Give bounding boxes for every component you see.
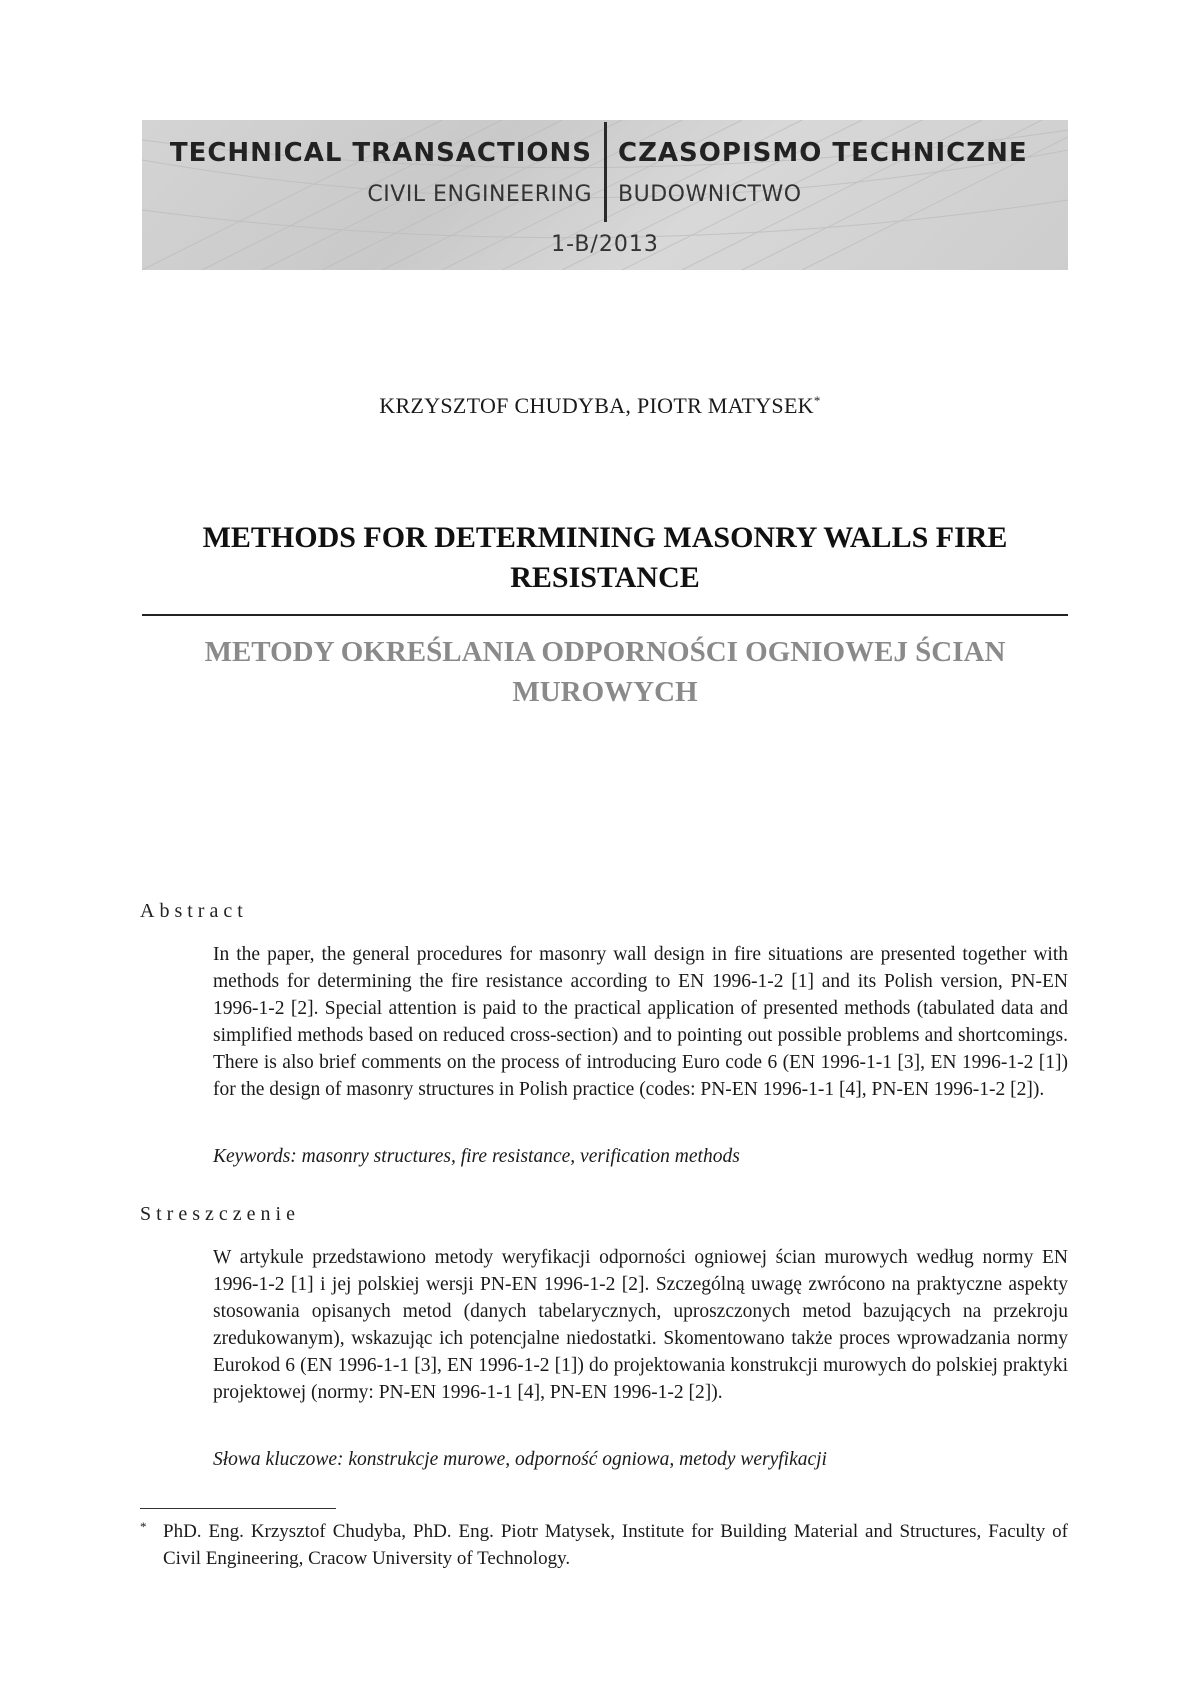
- abstract-heading: Abstract: [140, 900, 248, 922]
- paper-title-pl: METODY OKREŚLANIA ODPORNOŚCI OGNIOWEJ ŚCIAN MUROWYCH: [204, 636, 1006, 708]
- paper-title-en: METHODS FOR DETERMINING MASONRY WALLS FIRE RESISTANCE: [202, 521, 1008, 594]
- journal-title-pl: CZASOPISMO TECHNICZNE: [618, 138, 1028, 168]
- journal-title-en: TECHNICAL TRANSACTIONS: [169, 138, 592, 168]
- streszczenie-keywords: Słowa kluczowe: konstrukcje murowe, odporność ogniowa, metody weryfikacji: [213, 1449, 827, 1470]
- authors-footnote-mark: *: [813, 393, 821, 408]
- journal-section-pl: BUDOWNICTWO: [618, 182, 802, 207]
- journal-issue: 1-B/2013: [551, 232, 659, 257]
- streszczenie-text: W artykule przedstawiono metody weryfikacji odporności ogniowej ścian murowych według normy EN 1996-1-2 [1] i jej polskiej wersji PN-EN 1996-1-2 [2]. Szczególną uwagę zwrócono na praktyczne aspekty stosowania opisanych metod (danych tabelarycznych, uproszczonych metod bazujących na przekroju zredukowanym), wskazując ich potencjalne niedostatki. Skomentowano także proces wprowadzania normy Eurokod 6 (EN 1996-1-1 [3], EN 1996-1-2 [1]) do projektowania konstrukcji murowych do polskiej praktyki projektowej (normy: PN-EN 1996-1-1 [4], PN-EN 1996-1-2 [2]).: [213, 1247, 1068, 1403]
- journal-header-banner: [142, 120, 1068, 270]
- authors-names: KRZYSZTOF CHUDYBA, PIOTR MATYSEK: [379, 393, 814, 418]
- footnote-text: PhD. Eng. Krzysztof Chudyba, PhD. Eng. Piotr Matysek, Institute for Building Material and Structures, Faculty of Civil Engineering, Cracow University of Technology.: [163, 1521, 1068, 1569]
- footnote-mark: *: [140, 1519, 147, 1534]
- journal-section-en: CIVIL ENGINEERING: [367, 182, 592, 207]
- abstract-keywords: Keywords: masonry structures, fire resistance, verification methods: [213, 1146, 740, 1167]
- streszczenie-heading: Streszczenie: [140, 1203, 300, 1225]
- title-divider: [142, 614, 1068, 616]
- footnote-rule: [140, 1508, 336, 1509]
- abstract-text: In the paper, the general procedures for masonry wall design in fire situations are presented together with methods for determining the fire resistance according to EN 1996-1-2 [1] and its Polish version, PN-EN 1996-1-2 [2]. Special attention is paid to the practical application of presented methods (tabulated data and simplified methods based on reduced cross-section) and to pointing out possible problems and shortcomings. There is also brief comments on the process of introducing Euro code 6 (EN 1996-1-1 [3], EN 1996-1-2 [1]) for the design of masonry structures in Polish practice (codes: PN-EN 1996-1-1 [4], PN-EN 1996-1-2 [2]).: [213, 944, 1068, 1100]
- authors: [0, 393, 1200, 419]
- banner-divider: [604, 122, 607, 222]
